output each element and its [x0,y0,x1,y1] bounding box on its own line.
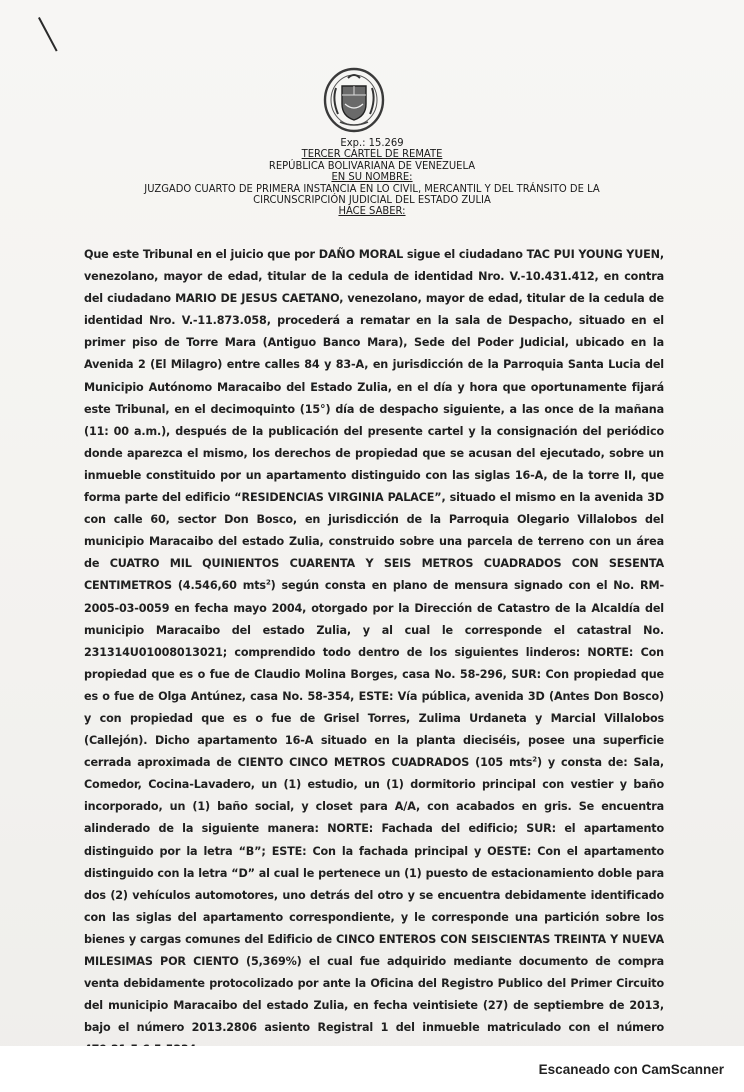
in-its-name: EN SU NOMBRE: [331,171,413,184]
document-header [101,138,642,218]
body-text-part2: ) según consta en plano de mensura signado con el No. RM-2005-03-0059 en fecha mayo 2004, otorgado por la Dirección de Catastro de la Alcaldía del municipio Maracaibo del estado Zulia, y al cual le corresponde el catastral No. 231314U01008013021; comprendido todo dentro de los siguientes linderos: NORTE: Con propiedad que es o fue de Claudio Molina Borges, casa No. 58-296, SUR: Con propiedad que es o fue de Olga Antúnez, casa No. 58-354, ESTE: Vía pública, avenida 3D (Antes Don Bosco) y con propiedad que es o fue de Grisel Torres, Zulima Urdaneta y Marcial Villalobos (Callejón). Dicho apartamento 16-A situado en la planta dieciséis, posee una superficie cerrada aproximada de CIENTO CINCO METROS CUADRADOS (105 mts [84,579,665,770]
announces-heading: HACE SABER: [338,205,406,218]
court-name-line2: CIRCUNSCRIPCIÓN JUDICIAL DEL ESTADO ZULIA [253,194,491,207]
superscript-squared: 2 [265,578,271,587]
court-name-line1: JUZGADO CUARTO DE PRIMERA INSTANCIA EN LO CIVIL, MERCANTIL Y DEL TRÁNSITO DE LA [144,182,600,195]
case-number: Exp.: 15.269 [340,137,404,149]
pen-mark [38,17,58,51]
republic-name: REPÚBLICA BOLIVARIANA DE VENEZUELA [268,159,476,172]
notice-body [84,244,664,1061]
superscript-squared: 2 [532,755,537,764]
coat-of-arms-icon [322,64,386,134]
body-text-part3: ) y consta de: Sala, Comedor, Cocina-Lavadero, un (1) estudio, un (1) dormitorio principal con vestier y baño incorporado, un (1) baño social, y closet para A/A, con acabados en gris. Se encuentra alinderado de la siguiente manera: NORTE: Fachada del edificio; SUR: el apartamento distinguido por la letra “B”; ESTE: Con la fachada principal y OESTE: Con el apartamento distinguido con la letra “D” al cual le pertenece un (1) puesto de estacionamiento doble para dos (2) vehículos automotores, uno detrás del otro y se encuentra debidamente identificado con las siglas del apartamento correspondiente, y le corresponde una partición sobre los bienes y cargas comunes del Edificio de CINCO ENTEROS CON SEISCIENTAS TREINTA Y NUEVA MILESIMAS POR CIENTO (5,369%) el cual fue adquirido mediante documento de compra venta debidamente protocolizado por ante la Oficina del Registro Publico del Primer Circuito del municipio Maracaibo del estado Zulia, en fecha veintisiete (27) de septiembre de 2013, bajo el número 2013.2806 asiento Registral 1 del inmueble matriculado con el número [84,756,664,1035]
scanner-watermark: Escaneado con CamScanner [538,1062,724,1077]
notice-title: TERCER CARTEL DE REMATE [301,148,443,161]
body-text-part1: Que este Tribunal en el juicio que por DAÑO MORAL sigue el ciudadano TAC PUI YOUNG YUEN, venezolano, mayor de edad, titular de la cedula de identidad Nro. V.-10.431.412, en contra del ciudadano MARIO DE JESUS CAETANO, venezolano, mayor de edad, titular de la cedula de identidad Nro. V.-11.873.058, procederá a rematar en la sala de Despacho, situado en el primer piso de Torre Mara (Antiguo Banco Mara), Sede del Poder Judicial, ubicado en la Avenida 2 (El Milagro) entre calles 84 y 83-A, en jurisdicción de la Parroquia Santa Lucia del Municipio Autónomo Maracaibo del Estado Zulia, en el día y hora que oportunamente fijará este Tribunal, en el decimoquinto (15°) día de despacho siguiente, a las once de la mañana (11: 00 a.m.), después de la publicación del presente cartel y la consignación del periódico donde aparezca el mismo, los derechos de propiedad que se acusan del ejecutado, sobre un inmueble constituido por un apartamento distinguido con las siglas 16-A, de la torre II, que forma parte del edificio “RESIDENCIAS VIRGINIA PALACE”, situado el mismo en la avenida 3D con calle 60, sector Don Bosco, en jurisdicción de la Parroquia Olegario Villalobos del municipio Maracaibo del estado Zulia, construido sobre una parcela de terreno con un área de CUATRO MIL QUINIENTOS CUARENTA Y SEIS METROS CUADRADOS CON SESENTA CENTIMETROS (4.546,60 mts [84,248,664,593]
body-paragraph [84,244,664,1061]
